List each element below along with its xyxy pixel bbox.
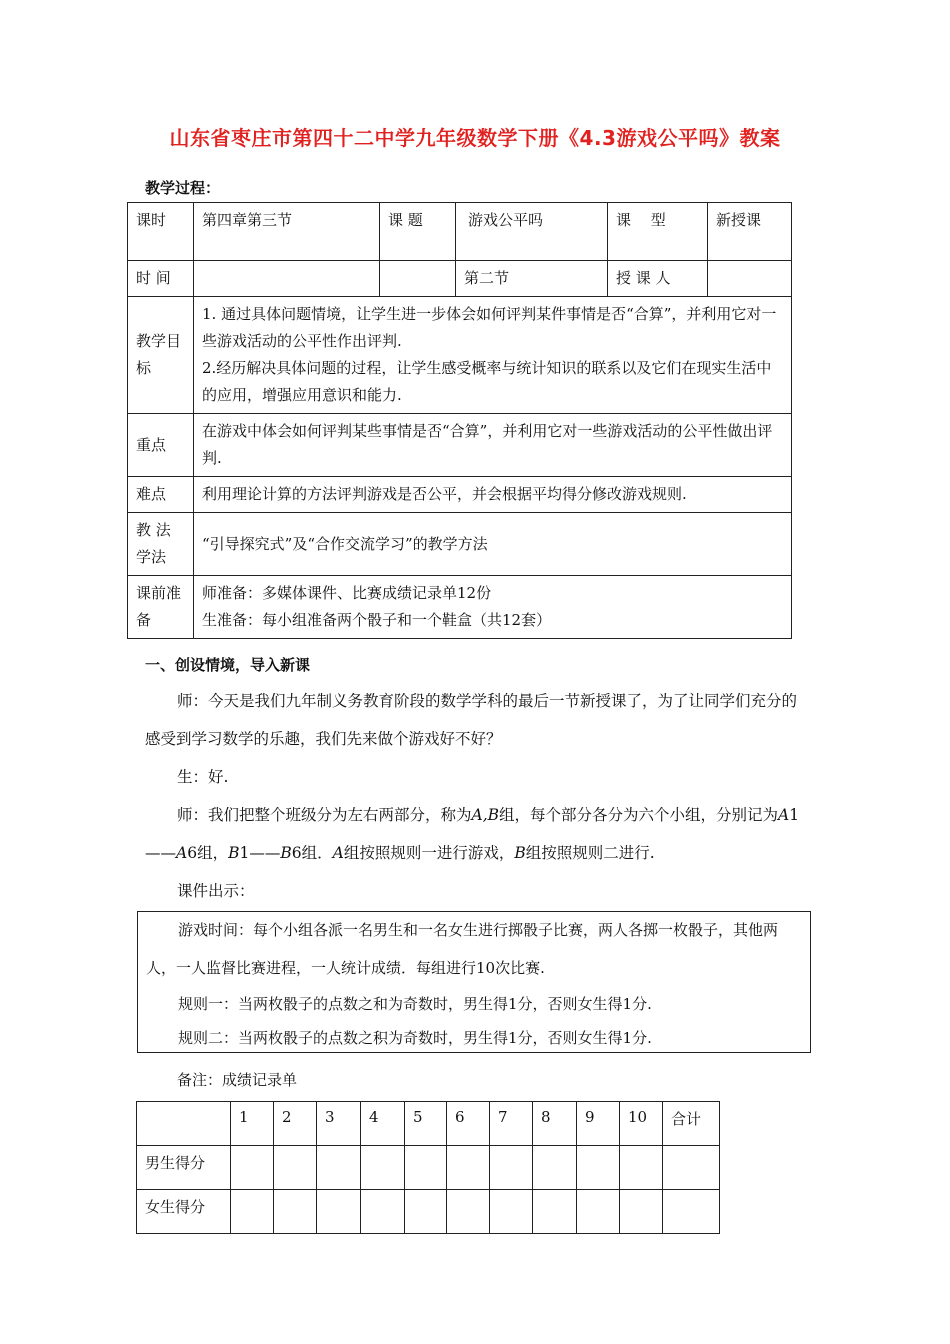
header-cell: 3 — [317, 1102, 361, 1146]
table-row — [128, 576, 792, 639]
table-row — [128, 414, 792, 477]
table-row — [128, 477, 792, 513]
rule-2: 规则二：当两枚骰子的点数之积为奇数时，男生得1分，否则女生得1分. — [178, 1029, 652, 1047]
header-cell — [137, 1102, 231, 1146]
teacher-label: 授 课 人 — [608, 261, 708, 297]
table-row — [128, 203, 792, 261]
empty-cell — [380, 261, 456, 297]
header-cell: 4 — [361, 1102, 405, 1146]
period-label: 课时 — [128, 203, 194, 261]
score-cell — [231, 1146, 274, 1190]
goals-item-2: 2.经历解决具体问题的过程，让学生感受概率与统计知识的联系以及它们在现实生活中的应用，增强应用意识和能力. — [202, 359, 772, 404]
paragraph-3: 师：我们把整个班级分为左右两部分，称为A,B组，每个部分各分为六个小组，分别记为A1——A6组，B1——B6组．A组按照规则一进行游戏，B组按照规则二进行. — [145, 806, 800, 862]
score-cell — [317, 1146, 361, 1190]
score-cell — [231, 1190, 274, 1234]
prep-student: 生准备：每小组准备两个骰子和一个鞋盒（共12套） — [202, 611, 552, 629]
score-cell — [490, 1190, 533, 1234]
header-cell: 1 — [231, 1102, 274, 1146]
prep-label: 课前准备 — [128, 576, 194, 639]
prep-teacher: 师准备：多媒体课件、比赛成绩记录单12份 — [202, 584, 492, 602]
goals-label: 教学目标 — [128, 297, 194, 414]
score-cell — [361, 1146, 405, 1190]
goals-item-1: 1. 通过具体问题情境，让学生进一步体会如何评判某件事情是否“合算”，并利用它对一些游戏活动的公平性作出评判. — [202, 305, 777, 350]
row-label-girls: 女生得分 — [137, 1190, 231, 1234]
prep-cell — [194, 576, 792, 639]
score-cell — [490, 1146, 533, 1190]
table-row — [137, 1146, 720, 1190]
lesson-info-table — [127, 202, 792, 639]
difficult-text: 利用理论计算的方法评判游戏是否公平，并会根据平均得分修改游戏规则. — [194, 477, 792, 513]
process-label: 教学过程： — [145, 179, 221, 197]
page-title: 山东省枣庄市第四十二中学九年级数学下册《4.3游戏公平吗》教案 — [169, 126, 781, 150]
table-row — [137, 1102, 720, 1146]
key-text: 在游戏中体会如何评判某些事情是否“合算”，并利用它对一些游戏活动的公平性做出评判. — [194, 414, 792, 477]
rule-1: 规则一：当两枚骰子的点数之和为奇数时，男生得1分，否则女生得1分. — [178, 995, 652, 1013]
type-value: 新授课 — [708, 203, 792, 261]
score-cell — [447, 1146, 490, 1190]
teacher-value — [708, 261, 792, 297]
score-table — [136, 1101, 720, 1234]
score-cell — [620, 1146, 663, 1190]
table-row — [137, 1190, 720, 1234]
type-label: 课 型 — [608, 203, 708, 261]
time-value — [194, 261, 380, 297]
score-cell — [317, 1190, 361, 1234]
header-cell: 6 — [447, 1102, 490, 1146]
table-row — [128, 513, 792, 576]
courseware-box — [137, 911, 811, 1053]
table-row — [128, 261, 792, 297]
score-cell — [577, 1146, 620, 1190]
paragraph-2: 生：好. — [177, 768, 229, 786]
method-text: “引导探究式”及“合作交流学习”的教学方法 — [194, 513, 792, 576]
score-cell — [533, 1190, 577, 1234]
topic-label: 课 题 — [380, 203, 456, 261]
score-cell — [663, 1146, 720, 1190]
score-cell — [533, 1146, 577, 1190]
section-heading: 一、创设情境，导入新课 — [145, 656, 311, 674]
header-cell: 9 — [577, 1102, 620, 1146]
header-cell: 10 — [620, 1102, 663, 1146]
section-value: 第二节 — [456, 261, 608, 297]
method-label: 教 法学法 — [128, 513, 194, 576]
table-row — [128, 297, 792, 414]
score-cell — [663, 1190, 720, 1234]
score-cell — [274, 1146, 317, 1190]
key-label: 重点 — [128, 414, 194, 477]
score-cell — [577, 1190, 620, 1234]
header-cell: 5 — [405, 1102, 447, 1146]
header-cell: 8 — [533, 1102, 577, 1146]
score-cell — [274, 1190, 317, 1234]
paragraph-1: 师：今天是我们九年制义务教育阶段的数学学科的最后一节新授课了，为了让同学们充分的感受到学习数学的乐趣，我们先来做个游戏好不好？ — [145, 692, 798, 748]
topic-value: 游戏公平吗 — [456, 203, 608, 261]
score-cell — [405, 1146, 447, 1190]
header-cell: 7 — [490, 1102, 533, 1146]
score-cell — [447, 1190, 490, 1234]
difficult-label: 难点 — [128, 477, 194, 513]
score-cell — [405, 1190, 447, 1234]
score-cell — [620, 1190, 663, 1234]
row-label-boys: 男生得分 — [137, 1146, 231, 1190]
header-cell: 2 — [274, 1102, 317, 1146]
note-text: 备注：成绩记录单 — [177, 1071, 298, 1089]
goals-cell — [194, 297, 792, 414]
chapter-value: 第四章第三节 — [194, 203, 380, 261]
header-cell: 合计 — [663, 1102, 720, 1146]
game-time-text: 游戏时间：每个小组各派一名男生和一名女生进行掷骰子比赛，两人各掷一枚骰子，其他两人，一人监督比赛进程，一人统计成绩．每组进行10次比赛. — [146, 921, 779, 977]
time-label: 时 间 — [128, 261, 194, 297]
score-cell — [361, 1190, 405, 1234]
paragraph-4: 课件出示： — [177, 882, 255, 900]
